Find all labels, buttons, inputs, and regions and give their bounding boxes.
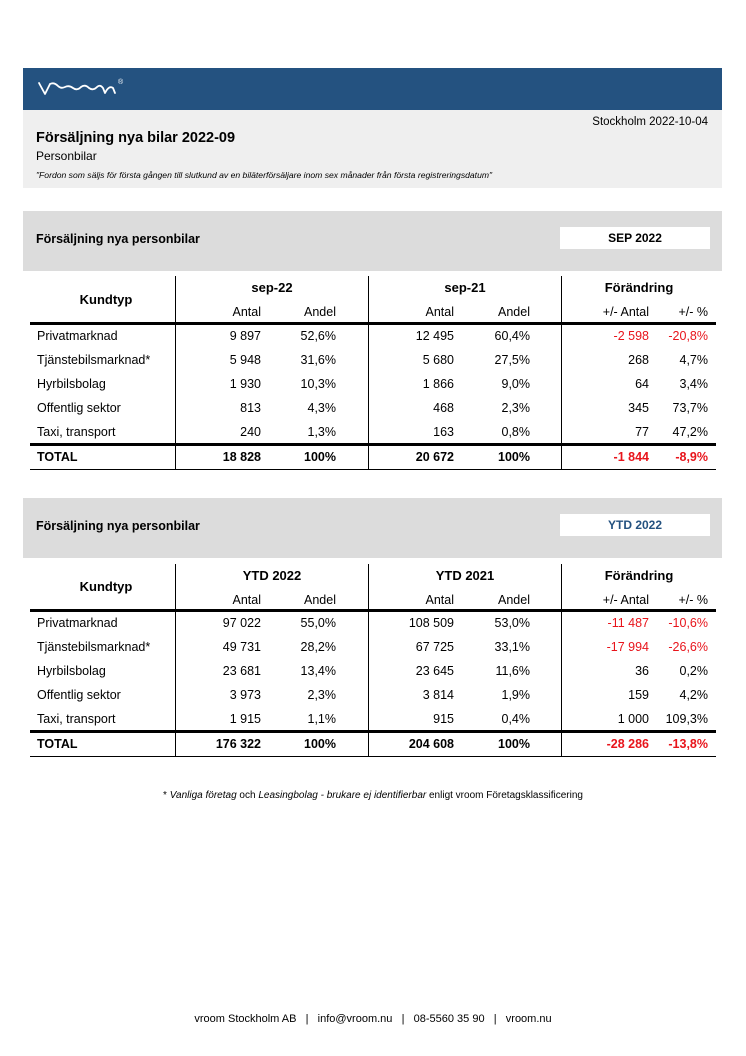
- total-andel: 100%: [304, 450, 336, 464]
- column-divider: [368, 564, 369, 757]
- total-antal: 18 828: [222, 450, 261, 464]
- total-antal-prev: 20 672: [415, 450, 454, 464]
- table-row: [0, 348, 746, 372]
- cell-andel-prev: 60,4%: [494, 329, 530, 343]
- cell-antal: 9 897: [229, 329, 261, 343]
- brand-bar: [23, 68, 722, 110]
- row-label: Tjänstebilsmarknad*: [37, 353, 151, 367]
- sub-header-diff-pct: +/- %: [678, 305, 708, 319]
- table-row: [0, 635, 746, 659]
- cell-andel-prev: 0,8%: [501, 425, 530, 439]
- footer-web-link[interactable]: vroom.nu: [505, 1013, 552, 1025]
- cell-andel-prev: 1,9%: [501, 688, 530, 702]
- row-label: Hyrbilsbolag: [37, 664, 106, 678]
- col-group-change: Förändring: [604, 280, 674, 295]
- sub-header-antal: Antal: [232, 593, 261, 607]
- cell-diff-pct: 4,7%: [679, 353, 708, 367]
- footer-email-link[interactable]: info@vroom.nu: [317, 1013, 393, 1025]
- cell-andel-prev: 0,4%: [501, 712, 530, 726]
- total-diff: -28 286: [606, 737, 649, 751]
- cell-diff: 159: [628, 688, 649, 702]
- row-label: Hyrbilsbolag: [37, 377, 106, 391]
- cell-andel: 52,6%: [300, 329, 336, 343]
- cell-antal-prev: 163: [433, 425, 454, 439]
- sub-header-diff-pct: +/- %: [678, 593, 708, 607]
- cell-antal: 1 915: [229, 712, 261, 726]
- col-header-kundtyp: Kundtyp: [79, 292, 133, 307]
- cell-antal-prev: 23 645: [415, 664, 454, 678]
- column-divider: [175, 276, 176, 469]
- column-divider: [561, 564, 562, 757]
- column-divider: [368, 276, 369, 469]
- column-divider: [175, 564, 176, 757]
- total-andel-prev: 100%: [498, 450, 530, 464]
- cell-diff-pct: 4,2%: [679, 688, 708, 702]
- cell-andel: 28,2%: [300, 640, 336, 654]
- footer-phone: 08-5560 35 90: [413, 1013, 485, 1025]
- row-label: Privatmarknad: [37, 329, 118, 343]
- total-row: [0, 445, 746, 469]
- period-badge: YTD 2022: [560, 514, 710, 536]
- cell-diff-pct: 3,4%: [679, 377, 708, 391]
- cell-andel: 13,4%: [300, 664, 336, 678]
- cell-antal: 813: [240, 401, 261, 415]
- definition-note: "Fordon som säljs för första gången till slutkund av en biläterförsäljare inom sex månader från första registreringsdatum": [36, 170, 493, 180]
- cell-antal-prev: 468: [433, 401, 454, 415]
- cell-diff-pct: 0,2%: [679, 664, 708, 678]
- cell-diff: -17 994: [606, 640, 649, 654]
- cell-antal-prev: 1 866: [422, 377, 454, 391]
- col-group-current: YTD 2022: [242, 568, 302, 583]
- cell-andel-prev: 53,0%: [494, 616, 530, 630]
- row-label: Offentlig sektor: [37, 401, 121, 415]
- cell-diff: 345: [628, 401, 649, 415]
- cell-antal: 240: [240, 425, 261, 439]
- footnote-star: *: [163, 790, 167, 801]
- total-antal: 176 322: [215, 737, 261, 751]
- cell-andel-prev: 2,3%: [501, 401, 530, 415]
- cell-diff-pct: 73,7%: [672, 401, 708, 415]
- sub-header-andel: Andel: [498, 593, 530, 607]
- cell-diff: 64: [635, 377, 649, 391]
- report-title: Försäljning nya bilar 2022-09: [36, 130, 236, 146]
- cell-antal-prev: 108 509: [408, 616, 454, 630]
- cell-antal: 3 973: [229, 688, 261, 702]
- page-footer: [0, 1013, 746, 1025]
- total-diff: -1 844: [613, 450, 649, 464]
- footer-separator: |: [493, 1013, 497, 1025]
- period-badge: SEP 2022: [560, 227, 710, 249]
- section-band-ytd: [23, 498, 722, 558]
- footnote-term-2: Leasingbolag - brukare ej identifierbar: [258, 790, 427, 801]
- table-bottom-rule: [30, 756, 716, 757]
- cell-antal: 1 930: [229, 377, 261, 391]
- footnote-connector: och: [239, 790, 256, 801]
- cell-andel: 10,3%: [300, 377, 336, 391]
- cell-diff: -2 598: [613, 329, 649, 343]
- cell-diff: -11 487: [607, 616, 649, 630]
- cell-antal-prev: 3 814: [422, 688, 454, 702]
- total-antal-prev: 204 608: [408, 737, 454, 751]
- footer-separator: |: [305, 1013, 309, 1025]
- sub-header-antal: Antal: [232, 305, 261, 319]
- footnote-term-1: Vanliga företag: [169, 790, 237, 801]
- col-header-kundtyp: Kundtyp: [79, 579, 133, 594]
- col-group-previous: YTD 2021: [435, 568, 495, 583]
- cell-andel: 1,1%: [307, 712, 336, 726]
- footer-company: vroom Stockholm AB: [194, 1013, 297, 1025]
- cell-andel: 1,3%: [307, 425, 336, 439]
- report-subtitle: Personbilar: [36, 149, 97, 163]
- footnote: [0, 790, 746, 801]
- total-diff-pct: -13,8%: [668, 737, 708, 751]
- cell-andel-prev: 11,6%: [495, 664, 530, 678]
- sub-header-antal: Antal: [425, 305, 454, 319]
- cell-andel-prev: 33,1%: [494, 640, 530, 654]
- sub-header-andel: Andel: [304, 305, 336, 319]
- table-row: [0, 659, 746, 683]
- table-row: [0, 396, 746, 420]
- cell-andel: 31,6%: [300, 353, 336, 367]
- cell-antal-prev: 915: [433, 712, 454, 726]
- cell-antal-prev: 5 680: [422, 353, 454, 367]
- total-andel-prev: 100%: [498, 737, 530, 751]
- table-row: [0, 324, 746, 348]
- total-diff-pct: -8,9%: [675, 450, 708, 464]
- sub-header-antal: Antal: [425, 593, 454, 607]
- row-label: Privatmarknad: [37, 616, 118, 630]
- row-label: Taxi, transport: [37, 712, 116, 726]
- section-band-month: [23, 211, 722, 271]
- cell-andel: 4,3%: [307, 401, 336, 415]
- cell-diff: 77: [635, 425, 649, 439]
- sub-header-diff-antal: +/- Antal: [602, 305, 649, 319]
- cell-diff-pct: -20,8%: [668, 329, 708, 343]
- footer-separator: |: [401, 1013, 405, 1025]
- cell-andel-prev: 9,0%: [501, 377, 530, 391]
- cell-antal: 5 948: [229, 353, 261, 367]
- table-row: [0, 707, 746, 731]
- cell-antal: 49 731: [222, 640, 261, 654]
- cell-diff-pct: 47,2%: [672, 425, 708, 439]
- column-divider: [561, 276, 562, 469]
- cell-andel: 2,3%: [307, 688, 336, 702]
- cell-antal-prev: 12 495: [415, 329, 454, 343]
- cell-diff: 1 000: [617, 712, 649, 726]
- cell-diff-pct: 109,3%: [665, 712, 708, 726]
- section-title: Försäljning nya personbilar: [36, 232, 200, 246]
- cell-diff-pct: -10,6%: [668, 616, 708, 630]
- total-row: [0, 732, 746, 756]
- cell-antal: 97 022: [222, 616, 261, 630]
- total-andel: 100%: [304, 737, 336, 751]
- total-label: TOTAL: [37, 737, 78, 751]
- cell-antal-prev: 67 725: [415, 640, 454, 654]
- cell-andel: 55,0%: [300, 616, 336, 630]
- cell-diff: 36: [635, 664, 649, 678]
- row-label: Offentlig sektor: [37, 688, 121, 702]
- row-label: Tjänstebilsmarknad*: [37, 640, 151, 654]
- total-label: TOTAL: [37, 450, 78, 464]
- cell-andel-prev: 27,5%: [494, 353, 530, 367]
- sub-header-diff-antal: +/- Antal: [602, 593, 649, 607]
- cell-antal: 23 681: [222, 664, 261, 678]
- cell-diff: 268: [628, 353, 649, 367]
- section-title: Försäljning nya personbilar: [36, 519, 200, 533]
- cell-diff-pct: -26,6%: [668, 640, 708, 654]
- col-group-change: Förändring: [604, 568, 674, 583]
- table-bottom-rule: [30, 469, 716, 470]
- svg-text:®: ®: [118, 79, 124, 86]
- table-row: [0, 420, 746, 444]
- sub-header-andel: Andel: [498, 305, 530, 319]
- table-row: [0, 372, 746, 396]
- vroom-logo: [36, 76, 132, 100]
- sub-header-andel: Andel: [304, 593, 336, 607]
- report-date: Stockholm 2022-10-04: [592, 116, 708, 128]
- col-group-current: sep-22: [251, 280, 293, 295]
- vroom-logo-icon: [36, 76, 132, 100]
- col-group-previous: sep-21: [444, 280, 486, 295]
- report-header: [23, 110, 722, 188]
- row-label: Taxi, transport: [37, 425, 116, 439]
- footnote-tail: enligt vroom Företagsklassificering: [429, 790, 583, 801]
- table-row: [0, 683, 746, 707]
- table-row: [0, 611, 746, 635]
